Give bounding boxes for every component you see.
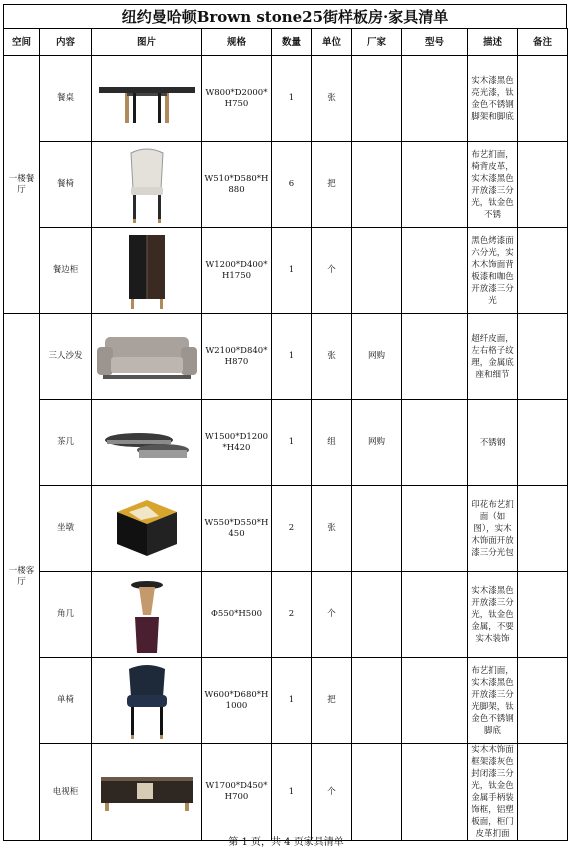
table-row bbox=[4, 658, 568, 744]
note-cell bbox=[518, 142, 568, 228]
desc-cell: 布艺扪面，实木漆黑色开放漆三分光脚架，钛金色不锈钢脚底 bbox=[468, 658, 518, 744]
desc-cell: 黑色烤漆面六分光，实木木饰面背板漆和咖色开放漆三分光 bbox=[468, 228, 518, 314]
table-row bbox=[4, 572, 568, 658]
space-cell: 一楼餐厅 bbox=[4, 56, 40, 314]
qty-cell: 1 bbox=[272, 314, 312, 400]
col-header-note: 备注 bbox=[518, 29, 568, 56]
document-title: 纽约曼哈顿Brown stone25街样板房·家具清单 bbox=[3, 4, 567, 28]
content-cell: 餐椅 bbox=[40, 142, 92, 228]
maker-cell: 网购 bbox=[352, 314, 402, 400]
maker-cell bbox=[352, 56, 402, 142]
col-header-qty: 数量 bbox=[272, 29, 312, 56]
image-cell bbox=[92, 658, 202, 744]
image-cell bbox=[92, 56, 202, 142]
table-row bbox=[4, 228, 568, 314]
col-header-unit: 单位 bbox=[312, 29, 352, 56]
spec-cell: W550*D550*H450 bbox=[202, 486, 272, 572]
sideboard-icon bbox=[94, 231, 199, 311]
dining-chair-icon bbox=[94, 145, 199, 225]
content-cell: 餐桌 bbox=[40, 56, 92, 142]
col-header-model: 型号 bbox=[402, 29, 468, 56]
content-cell: 坐墩 bbox=[40, 486, 92, 572]
spec-cell: W800*D2000*H750 bbox=[202, 56, 272, 142]
note-cell bbox=[518, 56, 568, 142]
qty-cell: 2 bbox=[272, 572, 312, 658]
col-header-spec: 规格 bbox=[202, 29, 272, 56]
col-header-maker: 厂家 bbox=[352, 29, 402, 56]
page-footer: 第 1 页，共 4 页家具清单 bbox=[228, 837, 344, 848]
armchair-icon bbox=[94, 661, 199, 741]
qty-cell: 6 bbox=[272, 142, 312, 228]
model-cell bbox=[402, 228, 468, 314]
unit-cell: 张 bbox=[312, 314, 352, 400]
sofa-icon bbox=[94, 329, 199, 385]
table-row bbox=[4, 142, 568, 228]
desc-cell: 布艺扪面，椅背皮革，实木漆黑色开放漆三分光，钛金色不锈 bbox=[468, 142, 518, 228]
image-cell bbox=[92, 572, 202, 658]
model-cell bbox=[402, 314, 468, 400]
qty-cell: 1 bbox=[272, 228, 312, 314]
ottoman-icon bbox=[94, 494, 199, 564]
table-row bbox=[4, 486, 568, 572]
table-row bbox=[4, 400, 568, 486]
note-cell bbox=[518, 744, 568, 841]
model-cell bbox=[402, 486, 468, 572]
image-cell bbox=[92, 142, 202, 228]
content-cell: 餐边柜 bbox=[40, 228, 92, 314]
note-cell bbox=[518, 314, 568, 400]
desc-cell: 印花布艺扪面（如图），实木木饰面开放漆三分光包 bbox=[468, 486, 518, 572]
unit-cell: 张 bbox=[312, 56, 352, 142]
maker-cell bbox=[352, 572, 402, 658]
model-cell bbox=[402, 56, 468, 142]
image-cell bbox=[92, 314, 202, 400]
unit-cell: 个 bbox=[312, 228, 352, 314]
desc-cell: 实木木饰面框架漆灰色封闭漆三分光，钛金色金属手柄装饰框，铝塑板面，柜门皮革扪面 bbox=[468, 744, 518, 841]
content-cell: 三人沙发 bbox=[40, 314, 92, 400]
content-cell: 电视柜 bbox=[40, 744, 92, 841]
spec-cell: W600*D680*H1000 bbox=[202, 658, 272, 744]
maker-cell bbox=[352, 486, 402, 572]
unit-cell: 个 bbox=[312, 572, 352, 658]
content-cell: 角几 bbox=[40, 572, 92, 658]
spec-cell: W1200*D400*H1750 bbox=[202, 228, 272, 314]
spec-cell: W2100*D840*H870 bbox=[202, 314, 272, 400]
unit-cell: 把 bbox=[312, 658, 352, 744]
model-cell bbox=[402, 572, 468, 658]
qty-cell: 1 bbox=[272, 56, 312, 142]
desc-cell: 实木漆黑色亮光漆，钛金色不锈钢脚架和脚底 bbox=[468, 56, 518, 142]
note-cell bbox=[518, 486, 568, 572]
unit-cell: 把 bbox=[312, 142, 352, 228]
image-cell bbox=[92, 486, 202, 572]
maker-cell bbox=[352, 658, 402, 744]
content-cell: 单椅 bbox=[40, 658, 92, 744]
desc-cell: 不锈钢 bbox=[468, 400, 518, 486]
table-row bbox=[4, 314, 568, 400]
note-cell bbox=[518, 658, 568, 744]
image-cell bbox=[92, 744, 202, 841]
side-table-icon bbox=[94, 575, 199, 655]
coffee-table-icon bbox=[94, 418, 199, 468]
note-cell bbox=[518, 400, 568, 486]
dining-table-icon bbox=[94, 69, 199, 129]
spec-cell: W1500*D1200*H420 bbox=[202, 400, 272, 486]
tv-cabinet-icon bbox=[94, 767, 199, 817]
col-header-image: 图片 bbox=[92, 29, 202, 56]
maker-cell bbox=[352, 142, 402, 228]
image-cell bbox=[92, 400, 202, 486]
qty-cell: 1 bbox=[272, 744, 312, 841]
image-cell bbox=[92, 228, 202, 314]
table-row bbox=[4, 56, 568, 142]
note-cell bbox=[518, 228, 568, 314]
desc-cell: 超纤皮面，左右格子纹理，金属底座和细节 bbox=[468, 314, 518, 400]
col-header-desc: 描述 bbox=[468, 29, 518, 56]
note-cell bbox=[518, 572, 568, 658]
table-row bbox=[4, 744, 568, 841]
model-cell bbox=[402, 744, 468, 841]
qty-cell: 1 bbox=[272, 400, 312, 486]
qty-cell: 1 bbox=[272, 658, 312, 744]
desc-cell: 实木漆黑色开放漆三分光，钛金色金属，不要实木装饰 bbox=[468, 572, 518, 658]
spec-cell: W1700*D450*H700 bbox=[202, 744, 272, 841]
spec-cell: W510*D580*H880 bbox=[202, 142, 272, 228]
furniture-table bbox=[3, 28, 568, 841]
spec-cell: Φ550*H500 bbox=[202, 572, 272, 658]
unit-cell: 张 bbox=[312, 486, 352, 572]
qty-cell: 2 bbox=[272, 486, 312, 572]
unit-cell: 组 bbox=[312, 400, 352, 486]
model-cell bbox=[402, 400, 468, 486]
model-cell bbox=[402, 658, 468, 744]
space-cell: 一楼客厅 bbox=[4, 314, 40, 841]
model-cell bbox=[402, 142, 468, 228]
col-header-content: 内容 bbox=[40, 29, 92, 56]
maker-cell: 网购 bbox=[352, 400, 402, 486]
col-header-space: 空间 bbox=[4, 29, 40, 56]
maker-cell bbox=[352, 744, 402, 841]
header-row bbox=[4, 29, 568, 56]
unit-cell: 个 bbox=[312, 744, 352, 841]
content-cell: 茶几 bbox=[40, 400, 92, 486]
maker-cell bbox=[352, 228, 402, 314]
